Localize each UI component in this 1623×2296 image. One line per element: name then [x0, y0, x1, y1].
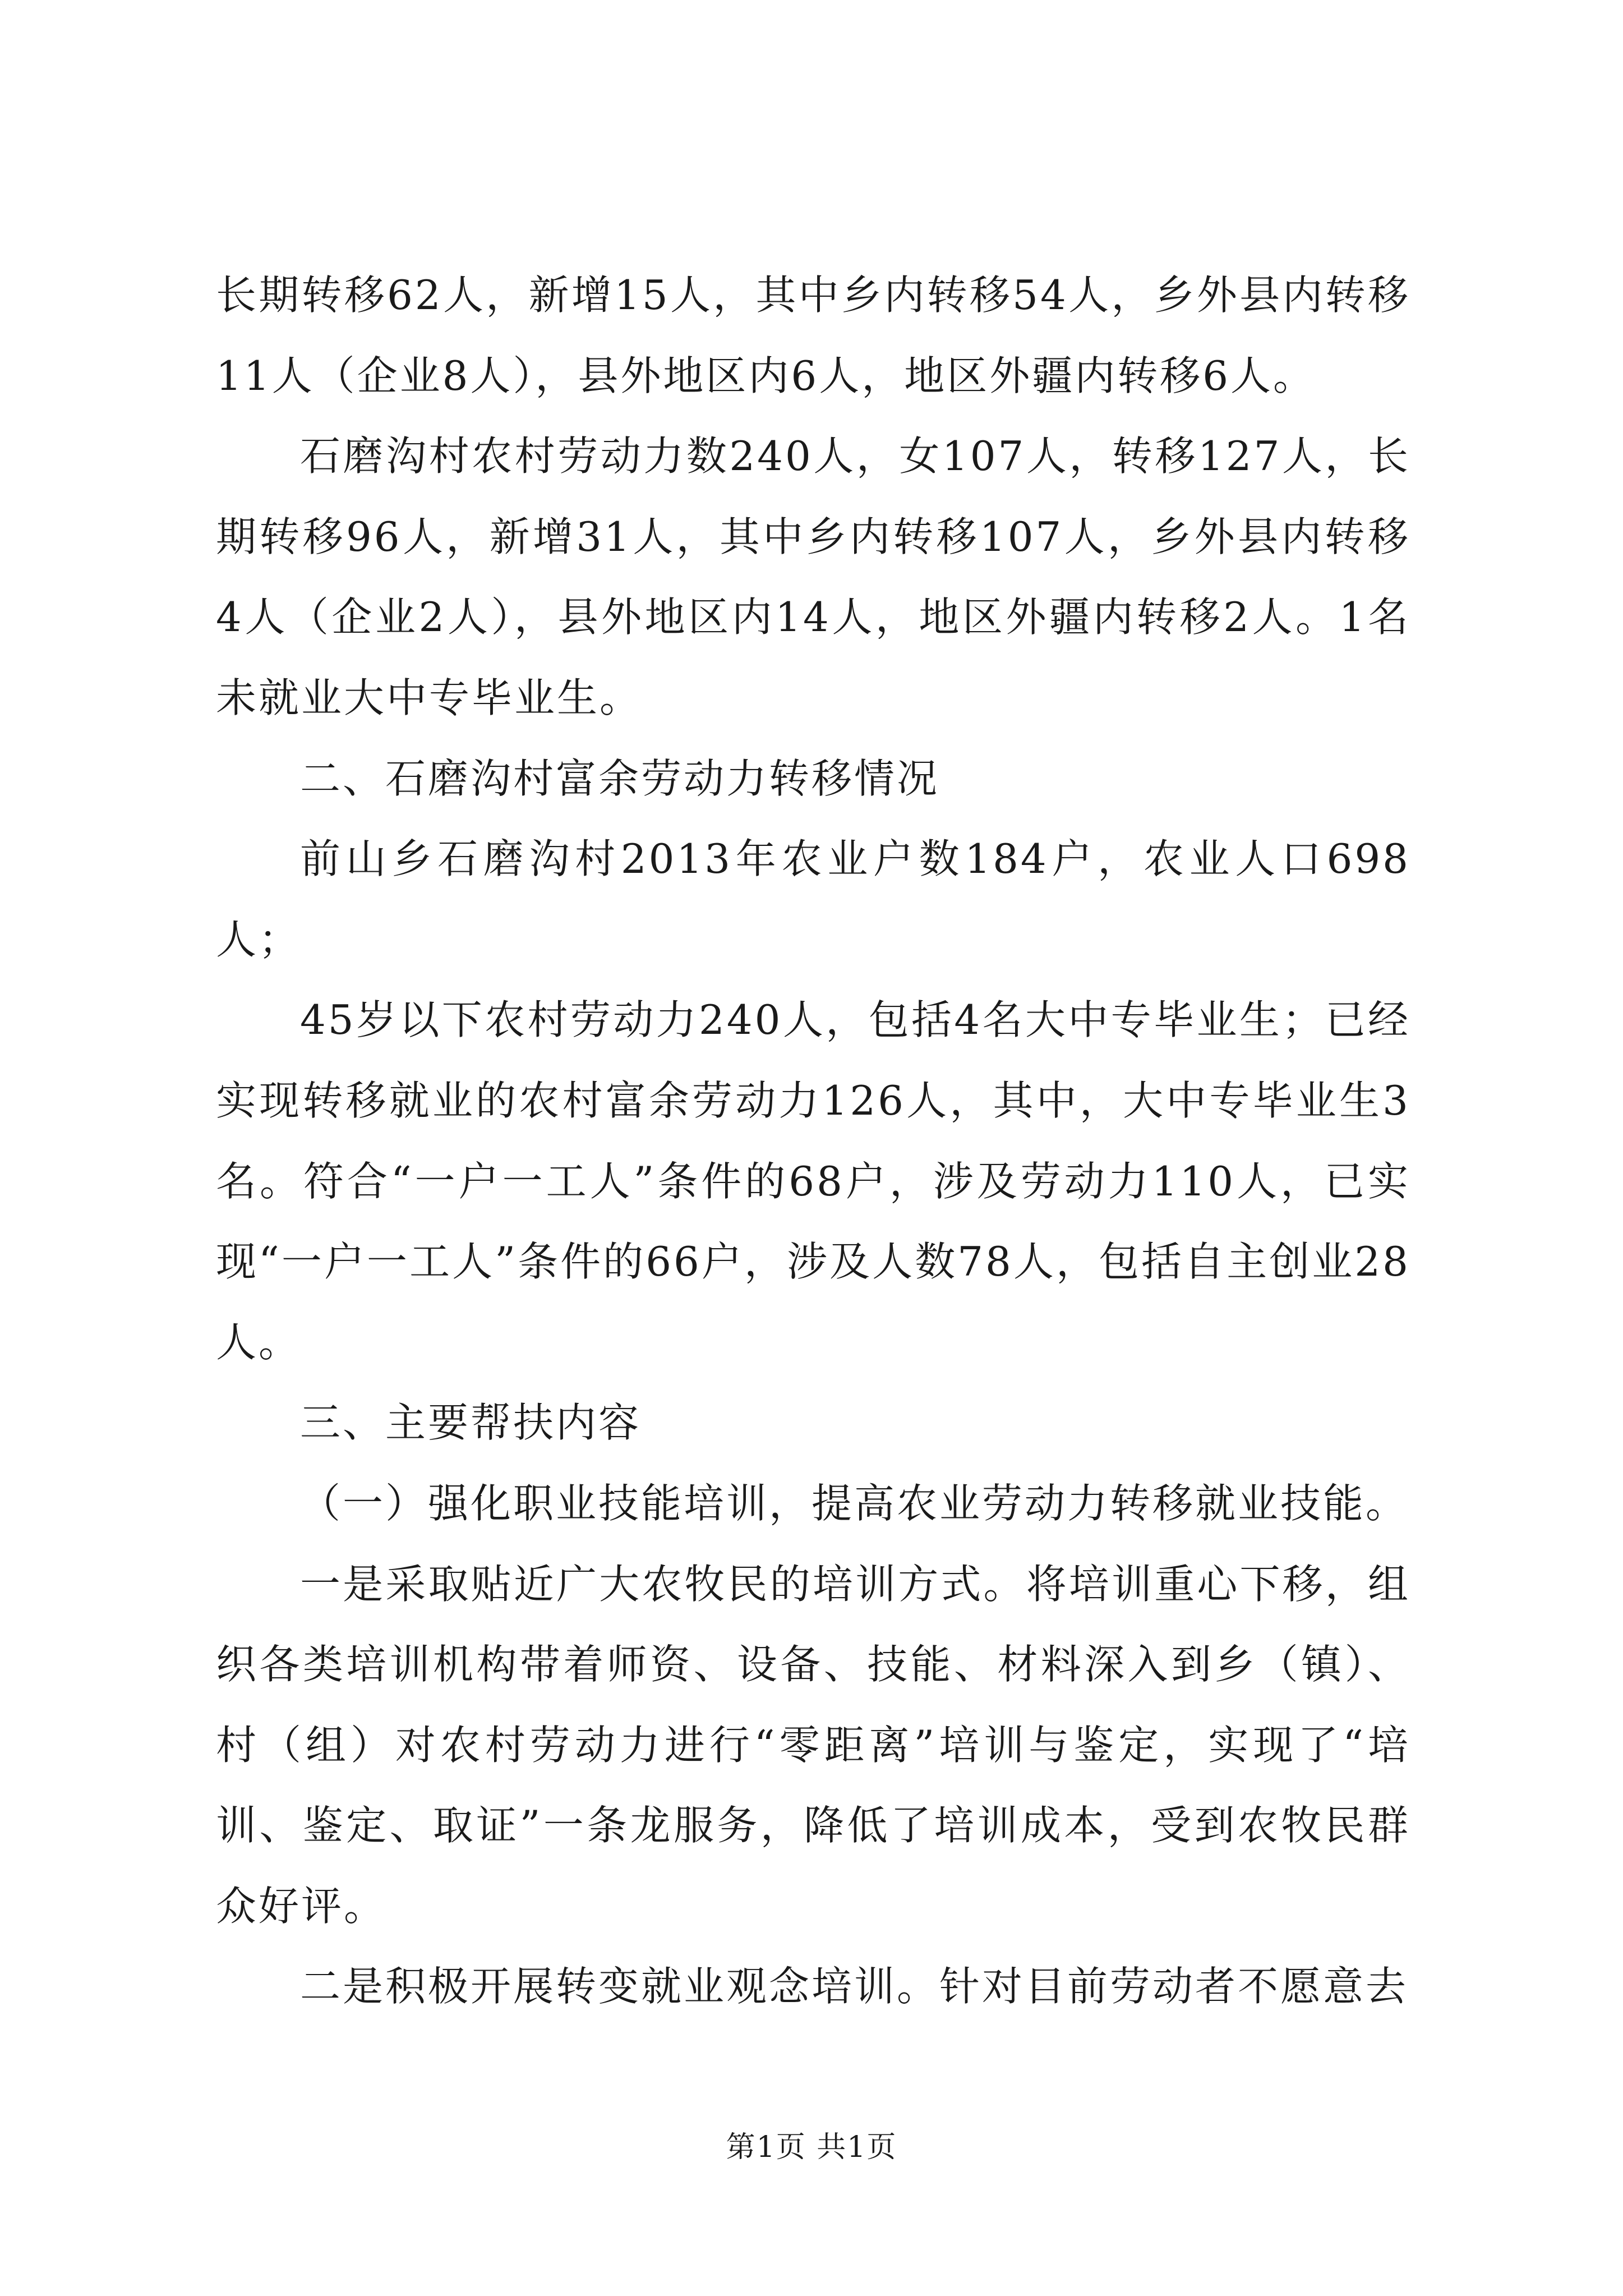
- paragraph-qianshan-households: 前山乡石磨沟村2013年农业户数184户，农业人口698人；: [216, 835, 1410, 963]
- section-heading-2: 二、石磨沟村富余劳动力转移情况: [300, 754, 940, 802]
- paragraph-shimogou-labor: 石磨沟村农村劳动力数240人，女107人，转移127人，长期转移96人，新增31人，其中乡内转移107人，乡外县内转移4人（企业2人），县外地区内14人，地区外疆内转移2人。1名未就业大中专毕业生。: [216, 432, 1410, 721]
- paragraph-training-method: 一是采取贴近广大农牧民的培训方式。将培训重心下移，组织各类培训机构带着师资、设备、技能、材料深入到乡（镇）、村（组）对农村劳动力进行“零距离”培训与鉴定，实现了“培训、鉴定、取证”一条龙服务，降低了培训成本，受到农牧民群众好评。: [216, 1560, 1410, 1930]
- section-heading-3: 三、主要帮扶内容: [300, 1399, 642, 1447]
- document-body: [216, 255, 1410, 2027]
- paragraph-labor-transfer: 45岁以下农村劳动力240人，包括4名大中专毕业生；已经实现转移就业的农村富余劳动力126人，其中，大中专毕业生3名。符合“一户一工人”条件的68户，涉及劳动力110人，已实现“一户一工人”条件的66户，涉及人数78人，包括自主创业28人。: [216, 996, 1410, 1366]
- paragraph-employment-concept: 二是积极开展转变就业观念培训。针对目前劳动者不愿意去: [300, 1963, 1409, 2010]
- page-footer: 第1页 共1页: [726, 2131, 897, 2164]
- subsection-heading-1: （一）强化职业技能培训，提高农业劳动力转移就业技能。: [300, 1479, 1409, 1527]
- paragraph-continuation: 长期转移62人，新增15人，其中乡内转移54人，乡外县内转移11人（企业8人），县外地区内6人，地区外疆内转移6人。: [216, 272, 1410, 399]
